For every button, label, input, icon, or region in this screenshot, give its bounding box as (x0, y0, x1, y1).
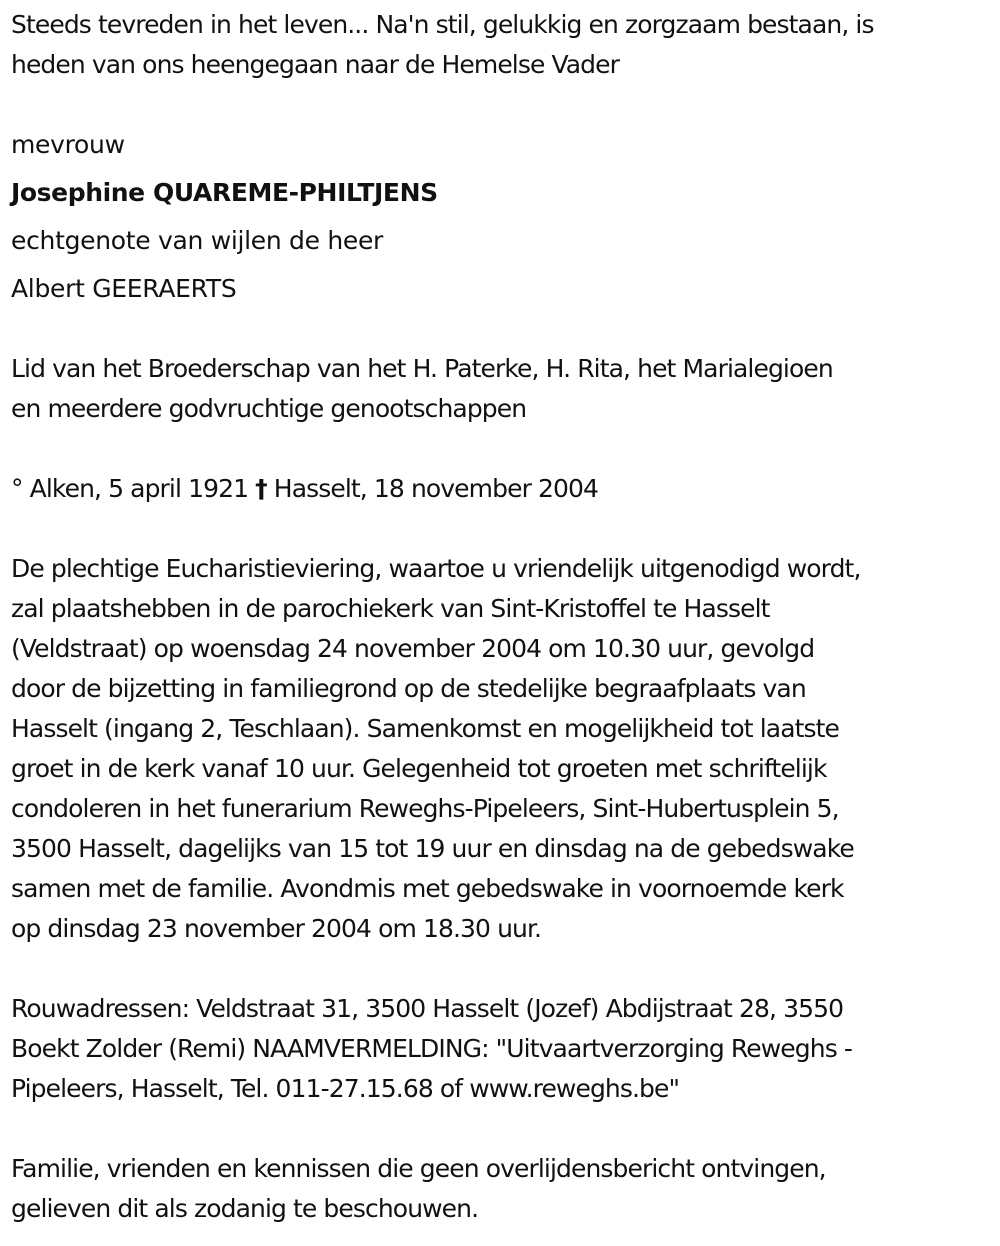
life-dates (11, 469, 598, 509)
ceremony-line-10: op dinsdag 23 november 2004 om 18.30 uur. (11, 914, 542, 943)
birth-place-date: Alken, 5 april 1921 (29, 474, 249, 503)
intro-line-2: heden van ons heengegaan naar de Hemelse Vader (11, 50, 620, 79)
ceremony-line-1: De plechtige Eucharistieviering, waartoe u vriendelijk uitgenodigd wordt, (11, 554, 861, 583)
deceased-name: Josephine QUAREME-PHILTJENS (11, 178, 438, 207)
membership-line-2: en meerdere godvruchtige genootschappen (11, 394, 527, 423)
ceremony-line-3: (Veldstraat) op woensdag 24 november 2004 om 10.30 uur, gevolgd (11, 634, 815, 663)
ceremony-line-9: samen met de familie. Avondmis met gebedswake in voornoemde kerk (11, 874, 844, 903)
ceremony-line-4: door de bijzetting in familiegrond op de stedelijke begraafplaats van (11, 674, 806, 703)
addresses-line-1: Rouwadressen: Veldstraat 31, 3500 Hasselt (Jozef) Abdijstraat 28, 3550 (11, 994, 844, 1023)
birth-symbol: ° (11, 474, 23, 503)
ceremony-line-8: 3500 Hasselt, dagelijks van 15 tot 19 uur en dinsdag na de gebedswake (11, 834, 854, 863)
ceremony-line-2: zal plaatshebben in de parochiekerk van Sint-Kristoffel te Hasselt (11, 594, 770, 623)
closing-line-1: Familie, vrienden en kennissen die geen overlijdensbericht ontvingen, (11, 1154, 826, 1183)
addresses-line-2: Boekt Zolder (Remi) NAAMVERMELDING: "Uitvaartverzorging Reweghs - (11, 1034, 852, 1063)
ceremony-line-7: condoleren in het funerarium Reweghs-Pipeleers, Sint-Hubertusplein 5, (11, 794, 839, 823)
addresses-line-3: Pipeleers, Hasselt, Tel. 011-27.15.68 of www.reweghs.be" (11, 1074, 680, 1103)
ceremony-line-5: Hasselt (ingang 2, Teschlaan). Samenkomst en mogelijkheid tot laatste (11, 714, 840, 743)
ceremony-line-6: groet in de kerk vanaf 10 uur. Gelegenheid tot groeten met schriftelijk (11, 754, 827, 783)
closing-line-2: gelieven dit als zodanig te beschouwen. (11, 1194, 479, 1223)
deceased-title: mevrouw (11, 130, 125, 159)
cross-icon: † (255, 474, 267, 503)
deceased-relation: echtgenote van wijlen de heer (11, 226, 384, 255)
intro-line-1: Steeds tevreden in het leven... Na'n stil, gelukkig en zorgzaam bestaan, is (11, 10, 874, 39)
spouse-name: Albert GEERAERTS (11, 274, 237, 303)
membership-line-1: Lid van het Broederschap van het H. Paterke, H. Rita, het Marialegioen (11, 354, 833, 383)
death-place-date: Hasselt, 18 november 2004 (273, 474, 599, 503)
